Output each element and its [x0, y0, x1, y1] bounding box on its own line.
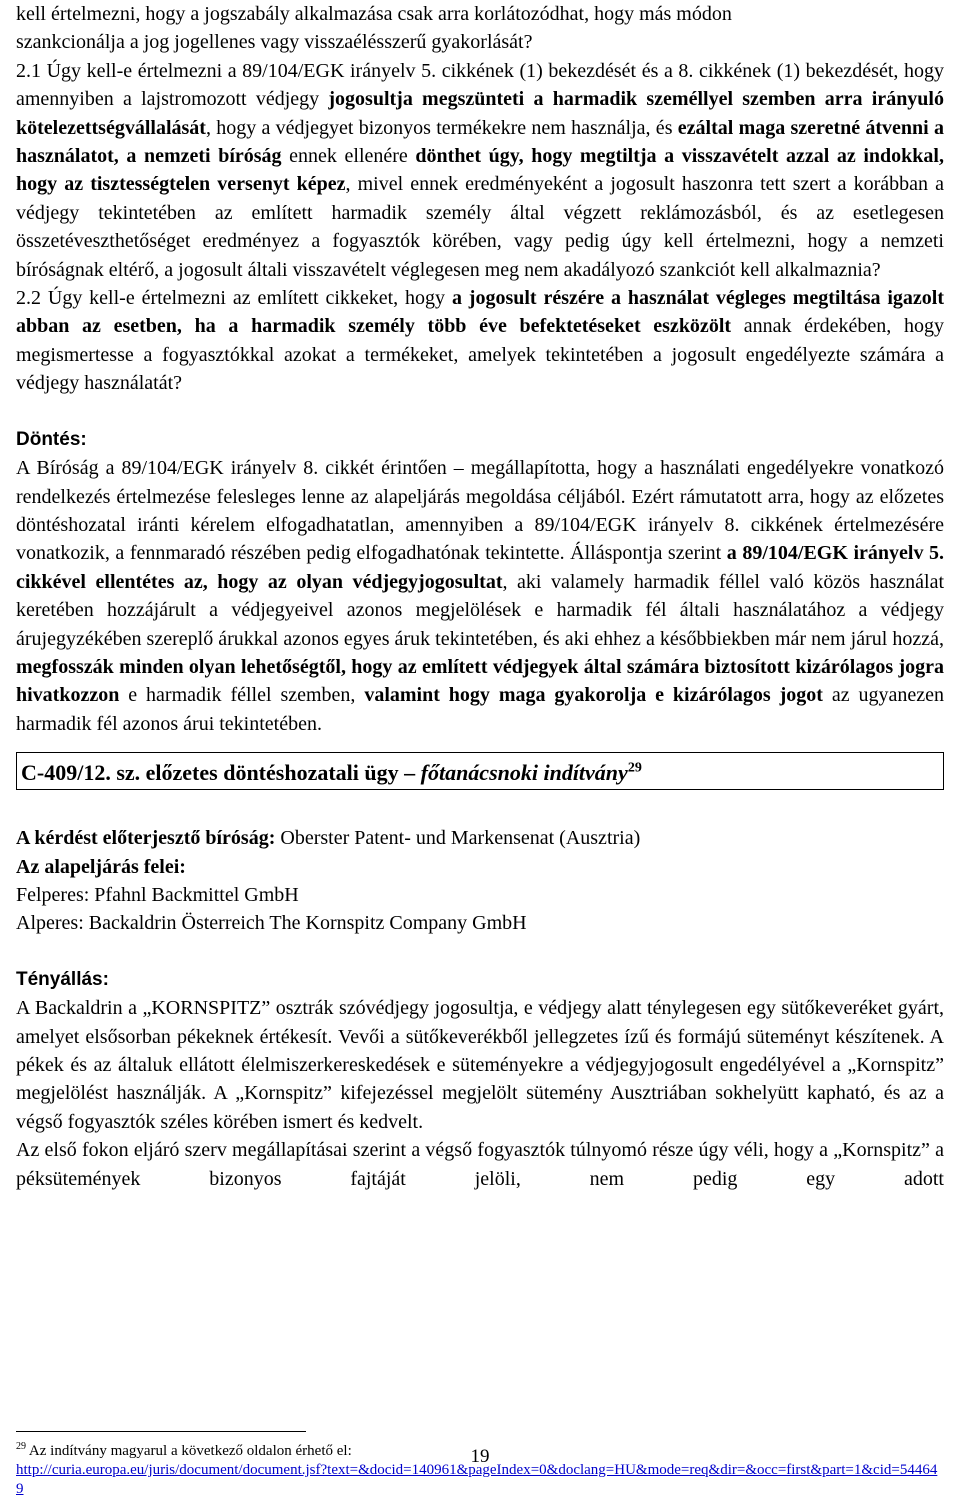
q21-bold-3: dönthet úgy, hogy megtiltja a visszavételt azzal az indokkal, hogy az tisztességtelen versenyt képez [16, 145, 944, 196]
decision-bold-1: a 89/104/EGK irányelv 5. cikkével ellentétes az, hogy az olyan védjegyjogosultat [16, 542, 944, 593]
q21-text-1: 2.1 Úgy kell-e értelmezni a 89/104/EGK irányelv 5. cikkének (1) bekezdését és a 8. cikkének (1) bekezdését, hogy amennyiben a lajstromozott védjegy [16, 59, 944, 111]
page-number: 19 [470, 1446, 490, 1467]
footnote-reference[interactable]: 29 [627, 760, 642, 776]
question-2-1 [16, 57, 944, 284]
decision-text-3: e harmadik féllel szemben, [119, 684, 365, 707]
footnote-link[interactable]: http://curia.europa.eu/juris/document/document.jsf?text=&docid=140961&pageIndex=0&doclang=HU&mode=req&dir=&occ=first&part=1&cid=544649 [16, 1462, 938, 1497]
intro-line-1: kell értelmezni, hogy a jogszabály alkalmazása csak arra korlátozódhat, hogy más módon [16, 3, 732, 25]
intro-line-2: szankcionálja a jog jogellenes vagy visszaélésszerű gyakorlását? [16, 31, 533, 54]
footnote-text: Az indítvány magyarul a következő oldalon érhető el: [26, 1443, 352, 1459]
q22-bold-1: a jogosult részére a használat végleges megtiltása igazolt abban az esetben, ha a harmadik személy több éve befektetéseket eszközölt [16, 287, 944, 338]
decision-bold-2: megfosszák minden olyan lehetőségtől, hogy az említett védjegyek által számára biztosított kizárólagos jogra hivatkozzon [16, 655, 944, 707]
referring-court-label: A kérdést előterjesztő bíróság: [16, 827, 276, 850]
plaintiff: Felperes: Pfahnl Backmittel GmbH [16, 883, 299, 906]
footnote-number: 29 [16, 1441, 26, 1452]
decision-text-2: , aki valamely harmadik féllel való közös használat keretében hozzájárult a védjegyeivel azonos megjelölések e harmadik fél általi használatához a védjegy árujegyzékében szereplő árukkal azonos egyes áruk tekintetében, és aki ehhez a későbbiekben már nem járul hozzá, [16, 570, 945, 650]
decision-bold-3: valamint hogy maga gyakorolja e kizárólagos jogot [364, 684, 823, 707]
defendant: Alperes: Backaldrin Österreich The Kornspitz Company GmbH [16, 912, 527, 935]
document-page [16, 0, 944, 1193]
case-title-box [16, 752, 944, 790]
q21-text-3: ennek ellenére [281, 145, 416, 168]
facts-paragraph-2: Az első fokon eljáró szerv megállapításai szerint a végső fogyasztók túlnyomó része úgy véli, hogy a „Kornspitz” a péksütemények bizonyos fajtáját jelöli, nem pedig egy adott [16, 1139, 944, 1190]
parties-label: Az alapeljárás felei: [16, 855, 186, 878]
q21-text-4: , mivel ennek eredményeként a jogosult haszonra tett szert a korábban a védjegy tekintetében az említett harmadik személy által végzett reklámozásból, és az esetlegesen összetéveszthetőséget eredményez a fogyasztók körében, vagy pedig úgy kell értelmezni, hogy a nemzeti bíróságnak eltérő, a jogosult általi visszavételt véglegesen meg nem akadályozó szankciót kell alkalmaznia? [16, 173, 944, 281]
case-title: C-409/12. sz. előzetes döntéshozatali ügy – [21, 760, 421, 786]
decision-paragraph [16, 454, 944, 738]
decision-text-4: az ugyanezen harmadik fél azonos árui tekintetében. [16, 684, 944, 735]
case-title-italic: főtanácsnoki indítvány [420, 760, 628, 786]
question-2-2 [16, 284, 944, 398]
q21-bold-2: ezáltal maga szeretné átvenni a használatot, a nemzeti bíróság [16, 116, 945, 168]
q21-text-2: , hogy a védjegyet bizonyos termékekre nem használja, és [205, 116, 678, 139]
referring-court-value: Oberster Patent- und Markensenat (Ausztria) [275, 827, 641, 850]
q21-bold-1: jogosultja megszünteti a harmadik személlyel szemben arra irányuló kötelezettségvállalását [16, 88, 944, 139]
facts-paragraph-1: A Backaldrin a „KORNSPITZ” osztrák szóvédjegy jogosultja, e védjegy alatt ténylegesen egy sütőkeveréket gyárt, amelyet elsősorban pékeknek értékesít. Vevői a sütőkeverékből jellegzetes ízű és formájú süteményt készítenek. A pékek és az általuk ellátott élelmiszerkereskedések e süteményekre a védjegyjogosult engedélyével a „Kornspitz” megjelölést használják. A „Kornspitz” kifejezéssel megjelölt sütemény Ausztriában sokhelyütt kapható, és az a végső fogyasztók széles körében ismert és kedvelt. [16, 997, 944, 1133]
q22-text-2: annak érdekében, hogy megismertesse a fogyasztókkal azokat a termékeket, amelyek tekintetében a jogosult engedélyezte számára a védjegy használatát? [16, 315, 944, 395]
intro-paragraph [16, 0, 944, 57]
facts-heading: Tényállás: [16, 968, 109, 990]
decision-text-1: A Bíróság a 89/104/EGK irányelv 8. cikkét érintően – megállapította, hogy a használati engedélyekre vonatkozó rendelkezés értelmezése felesleges lenne az alapeljárás megoldása céljából. Ezért rámutatott arra, hogy az előzetes döntéshozatal iránti kérelem elfogadhatatlan, amennyiben a 89/104/EGK irányelv 8. cikkének értelmezésére vonatkozik, a fennmaradó részében pedig elfogadhatónak tekintette. Álláspontja szerint [16, 457, 944, 565]
footnote-divider [16, 1431, 306, 1432]
referring-court [16, 824, 944, 852]
q22-text-1: 2.2 Úgy kell-e értelmezni az említett cikkeket, hogy [16, 287, 452, 310]
decision-heading: Döntés: [16, 428, 87, 450]
